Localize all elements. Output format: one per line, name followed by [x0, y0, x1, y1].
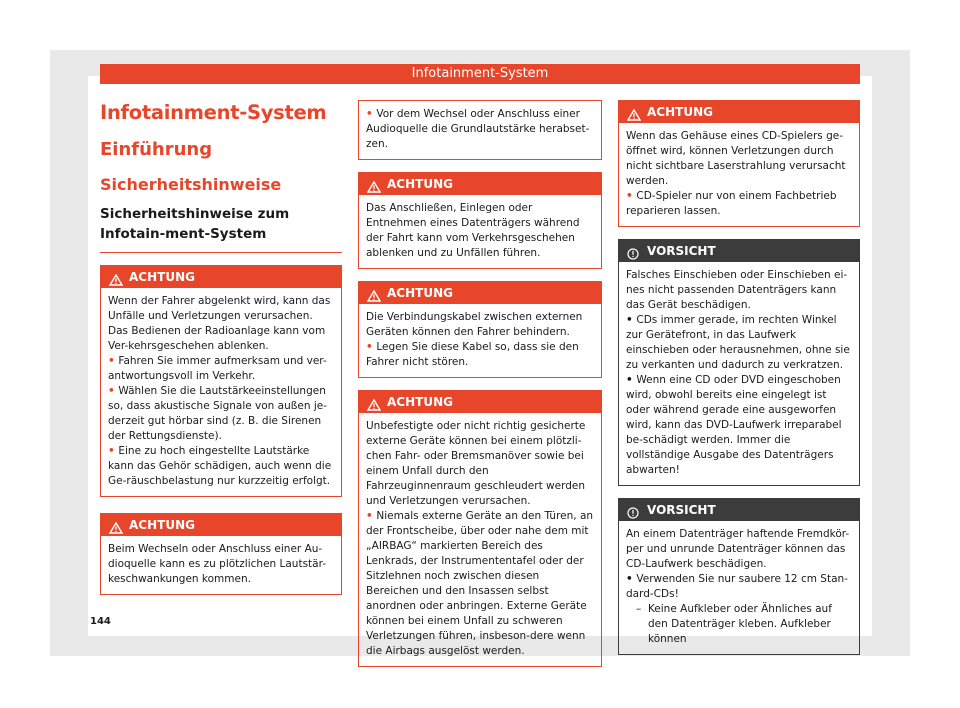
column-1 — [100, 96, 342, 595]
warning-triangle-icon — [367, 396, 381, 408]
caution-label: VORSICHT — [647, 503, 716, 517]
bullet-icon: • — [626, 190, 637, 202]
caution-label: VORSICHT — [647, 244, 716, 258]
warning-continuation-box — [358, 100, 602, 160]
bullet-item: • Wählen Sie die Lautstärkeeinstellungen so, dass akustische Signale von außen je-derzeit gut hörbar sind (z. B. die Sirenen der Rettungsdienste). — [108, 385, 327, 442]
caution-box — [618, 498, 860, 655]
info-circle-icon — [627, 504, 641, 516]
warning-text: Wenn der Fahrer abgelenkt wird, kann das Unfälle und Verletzungen verursachen. Das Bedienen der Radioanlage kann vom Ver-kehrsgeschehen ablenken. — [108, 295, 331, 352]
warning-label: ACHTUNG — [387, 395, 453, 409]
warning-text: Wenn das Gehäuse eines CD-Spielers ge-öffnet wird, können Verletzungen durch nicht sichtbare Laserstrahlung verursacht werden. — [626, 130, 846, 187]
warning-label: ACHTUNG — [387, 177, 453, 191]
caution-text: An einem Datenträger haftende Fremdkör-per und unrunde Datenträger können das CD-Laufwerk beschädigen. — [626, 528, 850, 570]
warning-header — [101, 514, 341, 536]
running-header: Infotainment-System — [100, 64, 860, 84]
column-2 — [358, 96, 602, 667]
warning-label: ACHTUNG — [129, 270, 195, 284]
warning-label: ACHTUNG — [387, 286, 453, 300]
bullet-item: • Legen Sie diese Kabel so, dass sie den Fahrer nicht stören. — [366, 341, 579, 368]
bullet-icon: • — [366, 108, 377, 120]
bullet-icon: • — [366, 341, 377, 353]
warning-header — [359, 391, 601, 413]
warning-label: ACHTUNG — [129, 518, 195, 532]
chapter-title: Infotainment-System — [100, 101, 327, 124]
subsection-title: Sicherheitshinweise — [100, 175, 282, 194]
bullet-item: • Wenn eine CD oder DVD eingeschoben wird, obwohl bereits eine eingelegt ist oder während gerade eine ausgeworfen wird, kann das DVD-Laufwerk irreparabel be-schädigt werden. Immer die vollständige Ausgabe des Datenträgers abwarten! — [626, 374, 842, 476]
bullet-item: • Eine zu hoch eingestellte Lautstärke kann das Gehör schädigen, auch wenn die Ge-räuschbelastung nur kurzzeitig erfolgt. — [108, 445, 332, 487]
page-number: 144 — [90, 616, 111, 627]
topic-title: Sicherheitshinweise zum Infotain-ment-System — [100, 204, 342, 253]
warning-header — [101, 266, 341, 288]
warning-text: Beim Wechseln oder Anschluss einer Au-dioquelle kann es zu plötzlichen Lautstär-keschwankungen kommen. — [108, 543, 327, 585]
warning-box — [358, 281, 602, 378]
warning-header — [359, 282, 601, 304]
warning-triangle-icon — [109, 519, 123, 531]
caution-header — [619, 240, 859, 262]
bullet-item: • CD-Spieler nur von einem Fachbetrieb reparieren lassen. — [626, 190, 837, 217]
warning-text: Das Anschließen, Einlegen oder Entnehmen eines Datenträgers während der Fahrt kann vom Verkehrsgeschehen ablenken und zu Unfällen führen. — [366, 202, 580, 259]
bullet-item: • CDs immer gerade, im rechten Winkel zur Gerätefront, in das Laufwerk einschieben oder herausnehmen, ohne sie zu verkanten und dadurch zu verkratzen. — [626, 314, 850, 371]
warning-box — [100, 265, 342, 497]
warning-text: Die Verbindungskabel zwischen externen Geräten können den Fahrer behindern. — [366, 311, 583, 338]
bullet-item: • Verwenden Sie nur saubere 12 cm Stan-dard-CDs! — [626, 573, 848, 600]
warning-box — [618, 100, 860, 227]
caution-header — [619, 499, 859, 521]
sub-bullet-item: – Keine Aufkleber oder Ähnliches auf den Datenträger kleben. Aufkleber können — [636, 603, 832, 645]
section-title: Einführung — [100, 139, 213, 160]
bullet-icon: • — [108, 355, 119, 367]
bullet-icon: • — [108, 445, 119, 457]
bullet-icon: • — [626, 374, 637, 386]
warning-triangle-icon — [367, 287, 381, 299]
bullet-icon: • — [366, 510, 377, 522]
warning-triangle-icon — [109, 271, 123, 283]
warning-text: Unbefestigte oder nicht richtig gesicherte externe Geräte können bei einem plötzli-chen Fahr- oder Bremsmanöver sowie bei einem Unfall durch den Fahrzeuginnenraum geschleudert werden und Verletzungen verursachen. — [366, 420, 586, 507]
warning-box — [358, 172, 602, 269]
bullet-item: • Niemals externe Geräte an den Türen, an der Frontscheibe, über oder nahe dem mit „AIRBAG“ markierten Bereich des Lenkrads, der Instrumententafel oder der Sitzlehnen noch zwischen diesen Bereichen und den Insassen selbst anordnen oder anbringen. Externe Geräte können bei einem Unfall zu schweren Verletzungen führen, insbeson-dere wenn die Airbags ausgelöst werden. — [366, 510, 594, 657]
column-3 — [618, 96, 860, 655]
dash-icon: – — [636, 603, 648, 615]
warning-triangle-icon — [367, 178, 381, 190]
warning-header — [359, 173, 601, 195]
bullet-icon: • — [626, 314, 637, 326]
warning-header — [619, 101, 859, 123]
bullet-icon: • — [108, 385, 119, 397]
bullet-item: • Fahren Sie immer aufmerksam und ver-antwortungsvoll im Verkehr. — [108, 355, 327, 382]
warning-label: ACHTUNG — [647, 105, 713, 119]
caution-text: Falsches Einschieben oder Einschieben ei-nes nicht passenden Datenträgers kann das Gerät beschädigen. — [626, 269, 848, 311]
warning-box — [358, 390, 602, 667]
warning-triangle-icon — [627, 106, 641, 118]
bullet-icon: • — [626, 573, 637, 585]
info-circle-icon — [627, 245, 641, 257]
bullet-item: • Vor dem Wechsel oder Anschluss einer Audioquelle die Grundlautstärke herabset-zen. — [366, 108, 590, 150]
warning-box — [100, 513, 342, 595]
caution-box — [618, 239, 860, 486]
